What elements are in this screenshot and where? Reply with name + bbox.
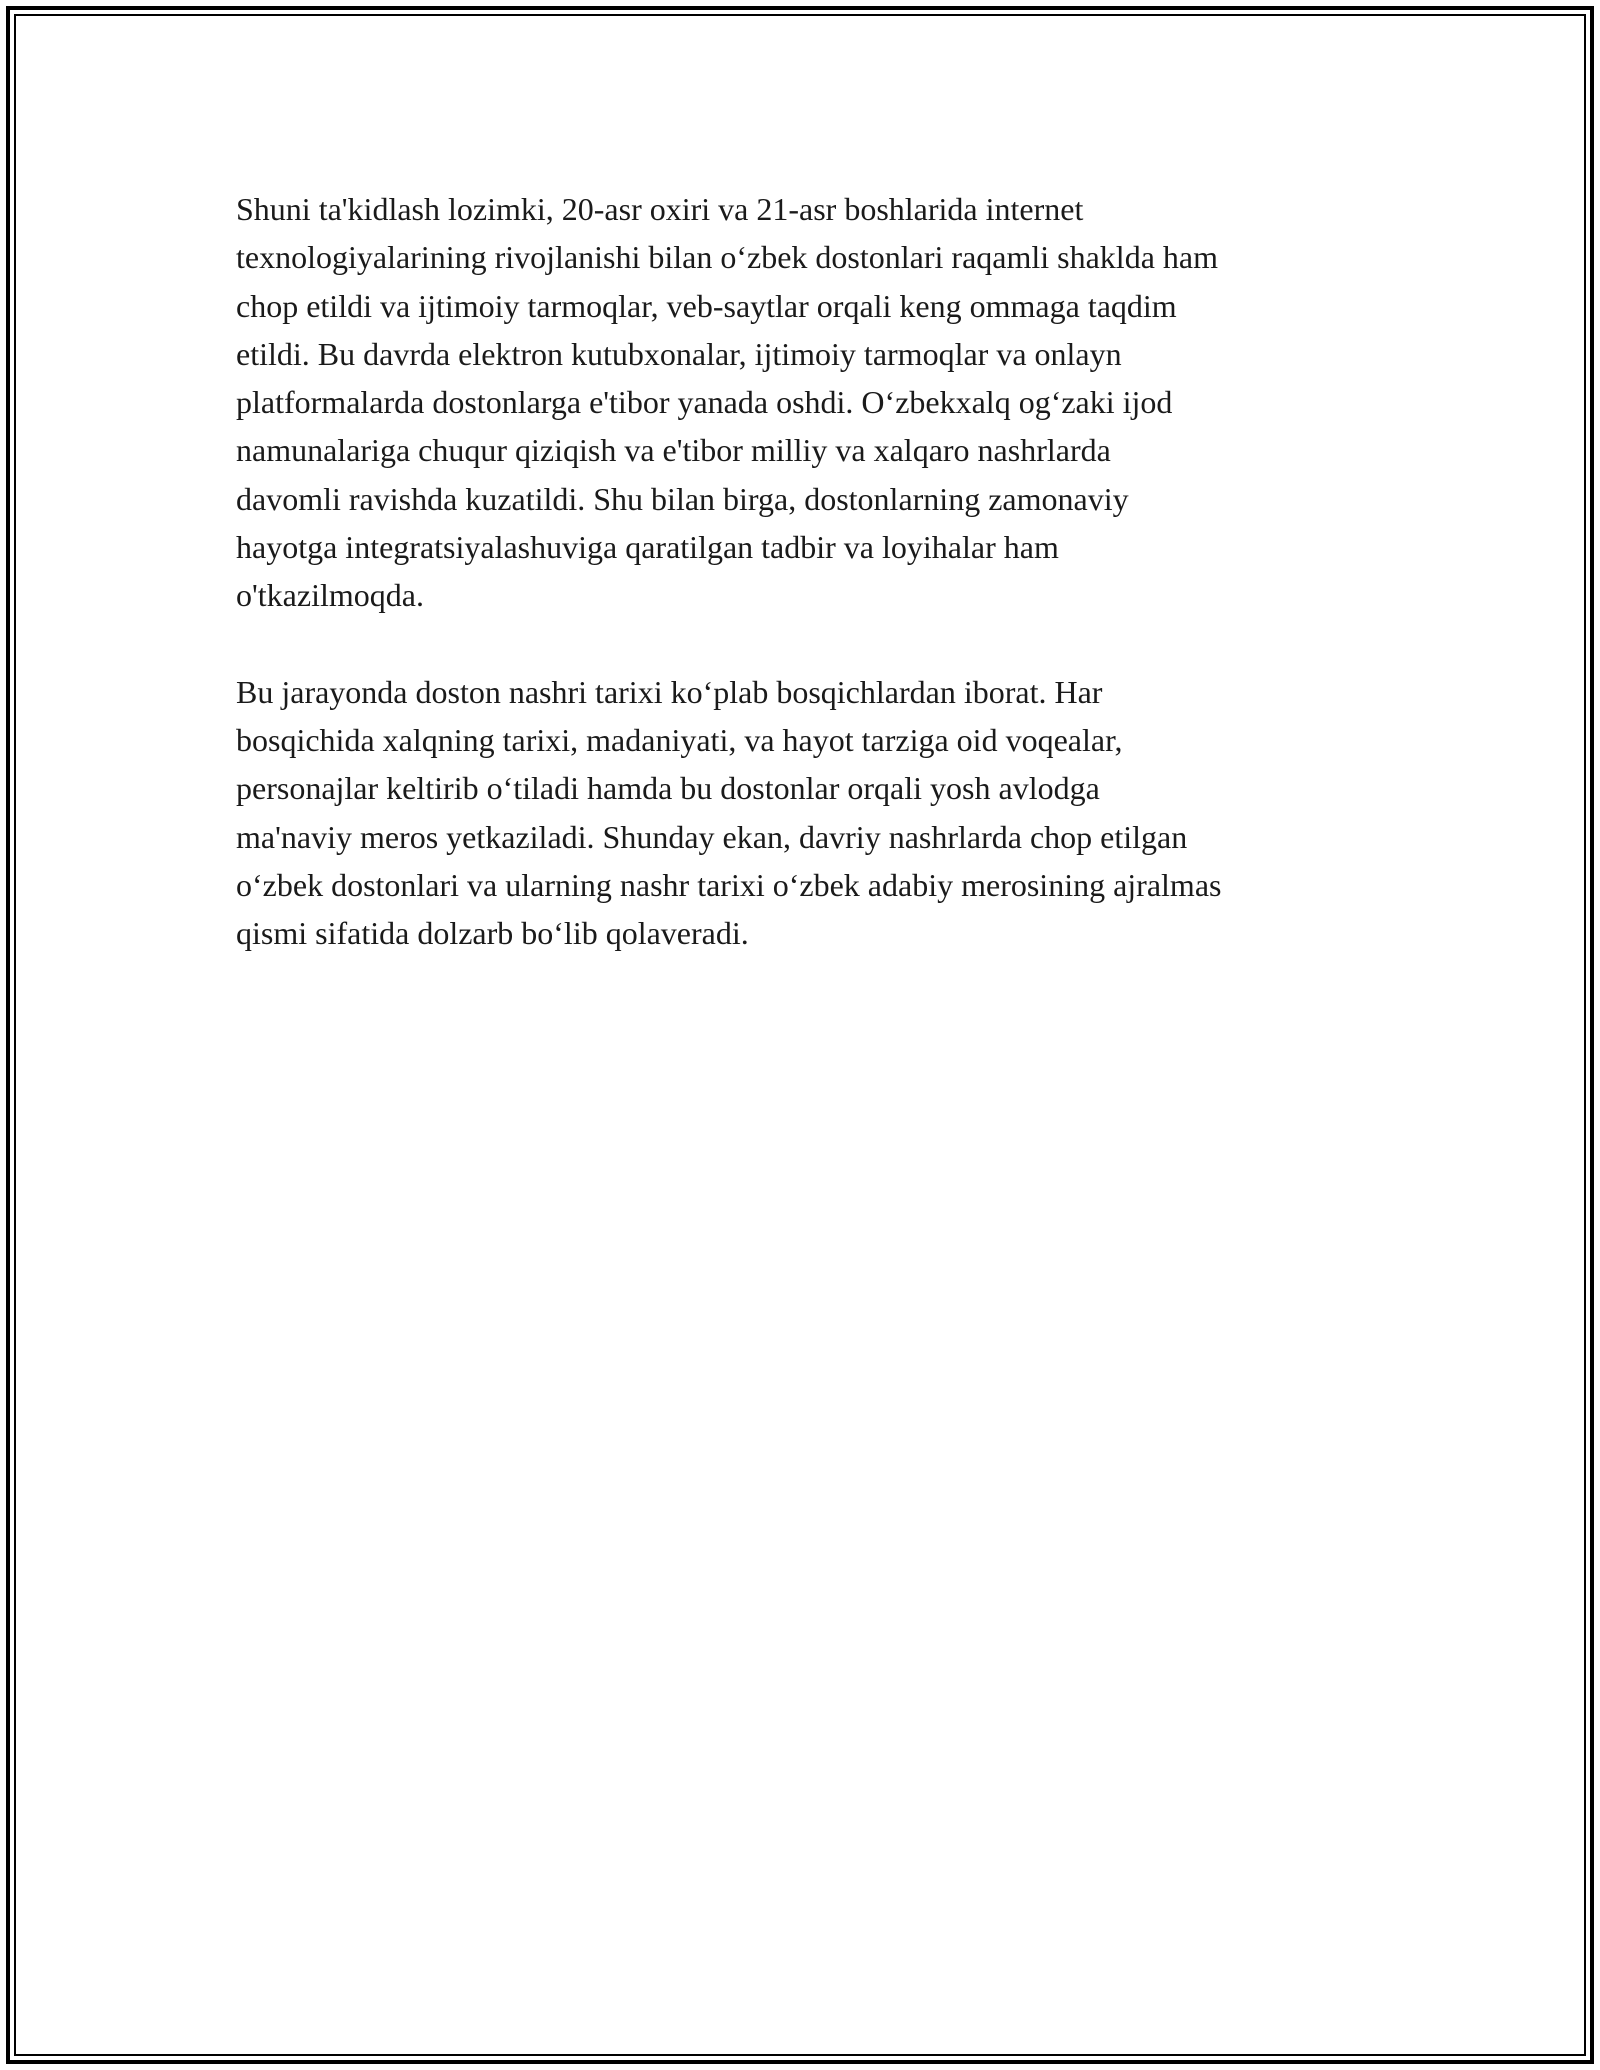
document-body <box>236 185 1386 957</box>
text-line: bosqichida xalqning tarixi, madaniyati, va hayot tarziga oid voqealar, <box>236 721 1123 758</box>
text-line: hayotga integratsiyalashuviga qaratilgan tadbir va loyihalar ham <box>236 529 1059 566</box>
text-line: o‘zbek dostonlari va ularning nashr tarixi o‘zbek adabiy merosining ajralmas <box>236 866 1222 903</box>
text-line: ma'naviy meros yetkaziladi. Shunday ekan, davriy nashrlarda chop etilgan <box>236 818 1188 855</box>
text-line: texnologiyalarining rivojlanishi bilan o‘zbek dostonlari raqamli shaklda ham <box>236 239 1218 276</box>
text-line: Bu jarayonda doston nashri tarixi ko‘plab bosqichlardan iborat. Har <box>236 673 1103 710</box>
text-line: o'tkazilmoqda. <box>236 577 424 614</box>
text-line: chop etildi va ijtimoiy tarmoqlar, veb-saytlar orqali keng ommaga taqdim <box>236 287 1177 324</box>
text-line: qismi sifatida dolzarb bo‘lib qolaveradi. <box>236 915 749 952</box>
text-line: namunalariga chuqur qiziqish va e'tibor milliy va xalqaro nashrlarda <box>236 432 1111 469</box>
paragraph-1 <box>236 185 1386 620</box>
text-line: personajlar keltirib o‘tiladi hamda bu dostonlar orqali yosh avlodga <box>236 770 1100 807</box>
paragraph-2 <box>236 668 1386 958</box>
text-line: etildi. Bu davrda elektron kutubxonalar, ijtimoiy tarmoqlar va onlayn <box>236 335 1122 372</box>
text-line: platformalarda dostonlarga e'tibor yanada oshdi. O‘zbekxalq og‘zaki ijod <box>236 384 1173 421</box>
text-line: davomli ravishda kuzatildi. Shu bilan birga, dostonlarning zamonaviy <box>236 480 1129 517</box>
text-line: Shuni ta'kidlash lozimki, 20-asr oxiri va 21-asr boshlarida internet <box>236 191 1084 227</box>
